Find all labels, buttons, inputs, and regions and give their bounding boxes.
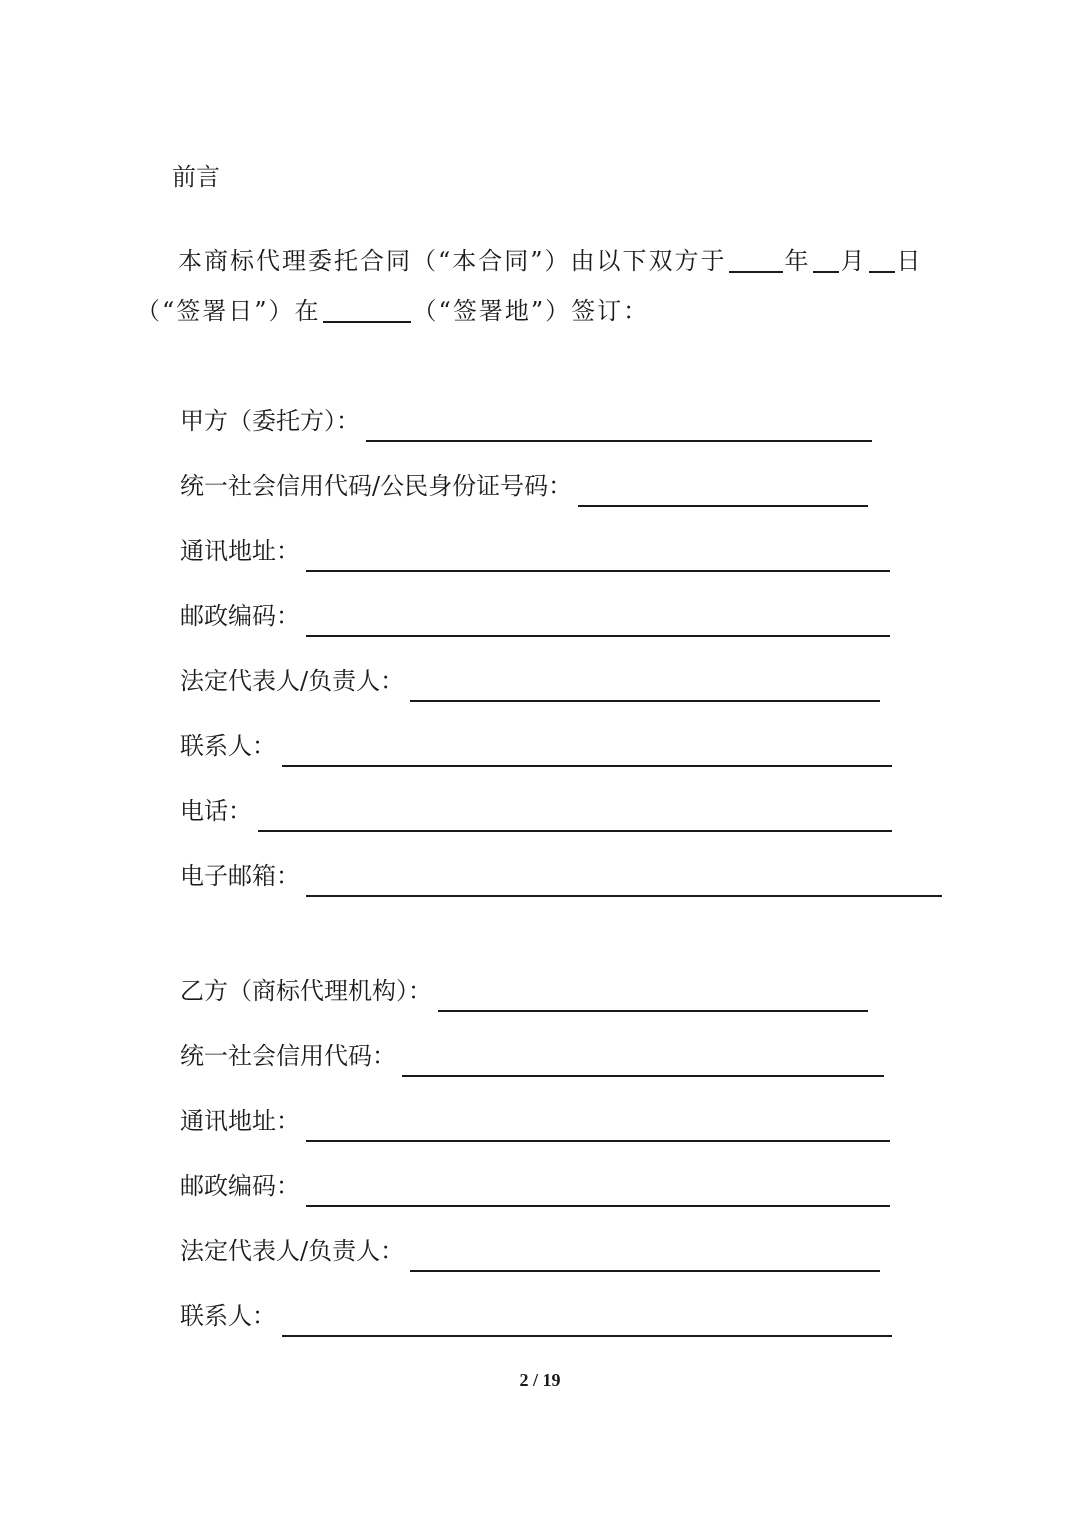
party-a-contact-field [180,727,892,767]
party-b-postcode-input-line[interactable] [306,1175,890,1207]
party-b-address-field [180,1102,890,1142]
party-a-postcode-label: 邮政编码： [180,602,300,630]
party-a-name-label: 甲方（委托方）： [180,407,360,435]
party-b-contact-label: 联系人： [180,1302,276,1330]
party-b-legal-rep-input-line[interactable] [410,1240,880,1272]
year-label: 年 [784,247,811,275]
party-b-credit-code-label: 统一社会信用代码： [180,1042,396,1070]
intro-text-c: （“签署地”）签订： [412,297,650,325]
party-a-postcode-field [180,597,890,637]
intro-text-b: （“签署日”）在 [136,297,321,325]
day-label: 日 [896,247,923,275]
party-a-email-field [180,857,942,897]
party-b-legal-rep-field [180,1232,880,1272]
party-a-legal-rep-field [180,662,880,702]
intro-line-1 [136,236,956,286]
party-a-email-label: 电子邮箱： [180,862,300,890]
day-blank[interactable] [869,245,895,273]
party-b-address-input-line[interactable] [306,1110,890,1142]
party-b-name-field [180,972,868,1012]
party-a-address-field [180,532,890,572]
party-a-name-field [180,402,872,442]
party-b-address-label: 通讯地址： [180,1107,300,1135]
party-b-postcode-label: 邮政编码： [180,1172,300,1200]
intro-text-a: 本商标代理委托合同（“本合同”）由以下双方于 [178,247,727,275]
party-b-credit-code-input-line[interactable] [402,1045,884,1077]
intro-line-2 [136,286,956,336]
party-a-email-input-line[interactable] [306,865,942,897]
page-number: 2 / 19 [519,1370,561,1390]
intro-paragraph [136,236,956,336]
party-b-name-label: 乙方（商标代理机构）： [180,977,432,1005]
party-b-postcode-field [180,1167,890,1207]
party-b-contact-input-line[interactable] [282,1305,892,1337]
party-a-contact-label: 联系人： [180,732,276,760]
section-heading: 前言 [172,163,220,191]
year-blank[interactable] [729,245,783,273]
party-a-address-label: 通讯地址： [180,537,300,565]
month-label: 月 [840,247,867,275]
party-a-credit-code-input-line[interactable] [578,475,868,507]
party-a-phone-field [180,792,892,832]
party-a-name-input-line[interactable] [366,410,872,442]
party-b-legal-rep-label: 法定代表人/负责人： [180,1237,405,1265]
signing-place-blank[interactable] [323,295,411,323]
party-b-credit-code-field [180,1037,884,1077]
party-a-postcode-input-line[interactable] [306,605,890,637]
party-a-credit-code-field [180,467,868,507]
party-a-phone-label: 电话： [180,797,252,825]
party-a-credit-code-label: 统一社会信用代码/公民身份证号码： [180,472,573,500]
party-b-name-input-line[interactable] [438,980,868,1012]
party-a-phone-input-line[interactable] [258,800,892,832]
party-a-contact-input-line[interactable] [282,735,892,767]
party-a-legal-rep-label: 法定代表人/负责人： [180,667,405,695]
month-blank[interactable] [813,245,839,273]
party-a-address-input-line[interactable] [306,540,890,572]
party-b-contact-field [180,1297,892,1337]
party-a-legal-rep-input-line[interactable] [410,670,880,702]
